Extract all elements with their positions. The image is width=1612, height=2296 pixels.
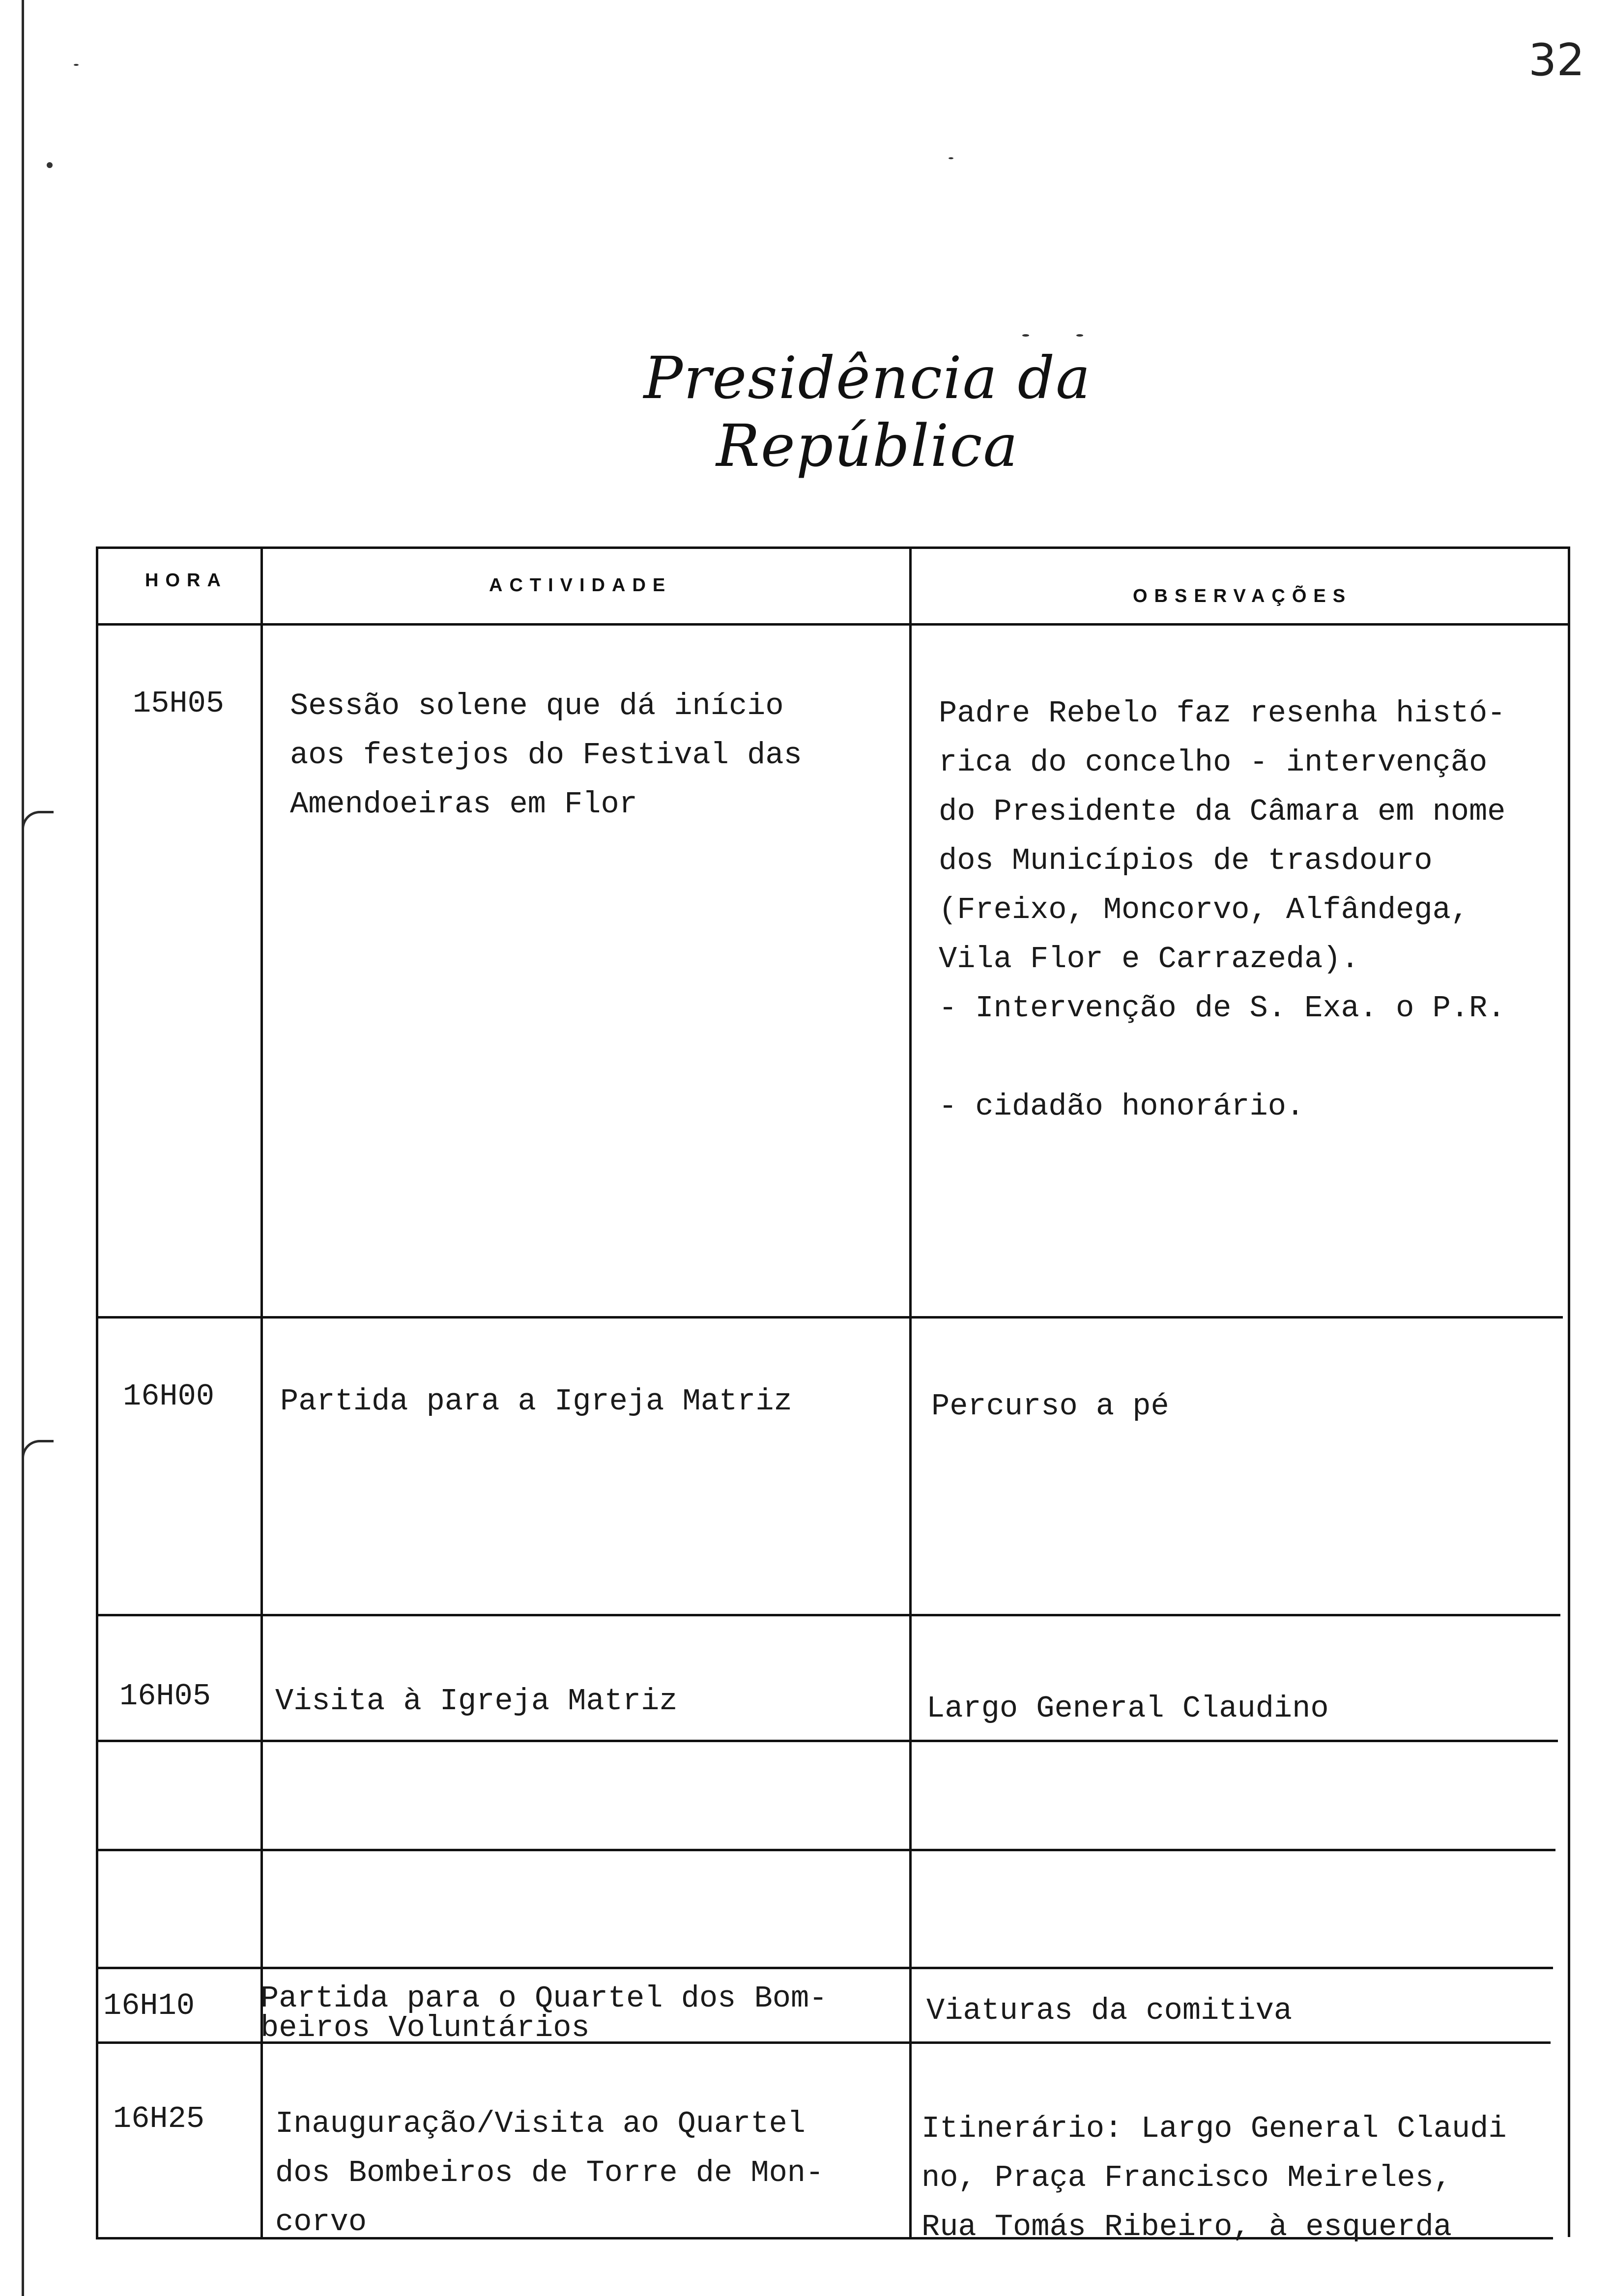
scan-speck xyxy=(949,157,953,159)
row-7-hora: 16H25 xyxy=(113,2101,205,2136)
scan-speck xyxy=(47,162,53,168)
table-rule xyxy=(96,1316,1563,1319)
scan-speck xyxy=(1022,334,1029,337)
table-rule xyxy=(96,623,1568,626)
scan-mark xyxy=(22,811,54,829)
schedule-table xyxy=(96,546,1570,2244)
row-6-observacoes: Viaturas da comitiva xyxy=(926,1993,1293,2028)
row-1-hora: 15H05 xyxy=(133,686,225,721)
table-rule xyxy=(96,546,1570,549)
header-observacoes: OBSERVAÇÕES xyxy=(1133,586,1353,606)
scan-edge xyxy=(22,0,24,2296)
row-2-actividade: Partida para a Igreja Matriz xyxy=(280,1384,792,1419)
table-rule xyxy=(96,1967,1553,1969)
row-1-actividade: Sessão solene que dá início aos festejos do Festival das Amendoeiras em Flor xyxy=(290,689,802,822)
row-2-hora: 16H00 xyxy=(123,1379,215,1414)
row-3-hora: 16H05 xyxy=(119,1679,211,1714)
table-rule xyxy=(96,1740,1558,1742)
row-2-observacoes: Percurso a pé xyxy=(931,1389,1169,1424)
row-7-actividade: Inauguração/Visita ao Quartel dos Bombeiros de Torre de Mon- corvo xyxy=(275,2106,824,2239)
scan-speck xyxy=(1076,334,1083,337)
header-actividade: ACTIVIDADE xyxy=(489,575,672,596)
scan-mark xyxy=(22,1440,54,1458)
row-6-actividade: Partida para o Quartel dos Bom- beiros Voluntários xyxy=(260,1981,828,2045)
table-rule xyxy=(96,546,98,2237)
table-rule xyxy=(1568,546,1570,2237)
row-7-observacoes: Itinerário: Largo General Claudi no, Praça Francisco Meireles, Rua Tomás Ribeiro, à esquerda xyxy=(921,2111,1507,2244)
row-1-observacoes: Padre Rebelo faz resenha histó- rica do concelho - intervenção do Presidente da Câmara em nome dos Municípios de trasdouro (Freixo, Moncorvo, Alfândega, Vila Flor e Carrazeda). - Intervenção de S. Exa. o P.R. - cidadão honorário. xyxy=(939,696,1506,1124)
table-rule xyxy=(96,1849,1555,1851)
page-number: 32 xyxy=(1528,34,1585,86)
scan-speck xyxy=(74,64,79,66)
header-hora: HORA xyxy=(145,570,228,591)
table-rule xyxy=(96,1614,1560,1616)
row-3-actividade: Visita à Igreja Matriz xyxy=(275,1684,678,1719)
letterhead: Presidência da República xyxy=(643,344,1092,480)
row-6-hora: 16H10 xyxy=(103,1988,195,2023)
table-rule xyxy=(909,546,912,2237)
row-3-observacoes: Largo General Claudino xyxy=(926,1691,1329,1726)
